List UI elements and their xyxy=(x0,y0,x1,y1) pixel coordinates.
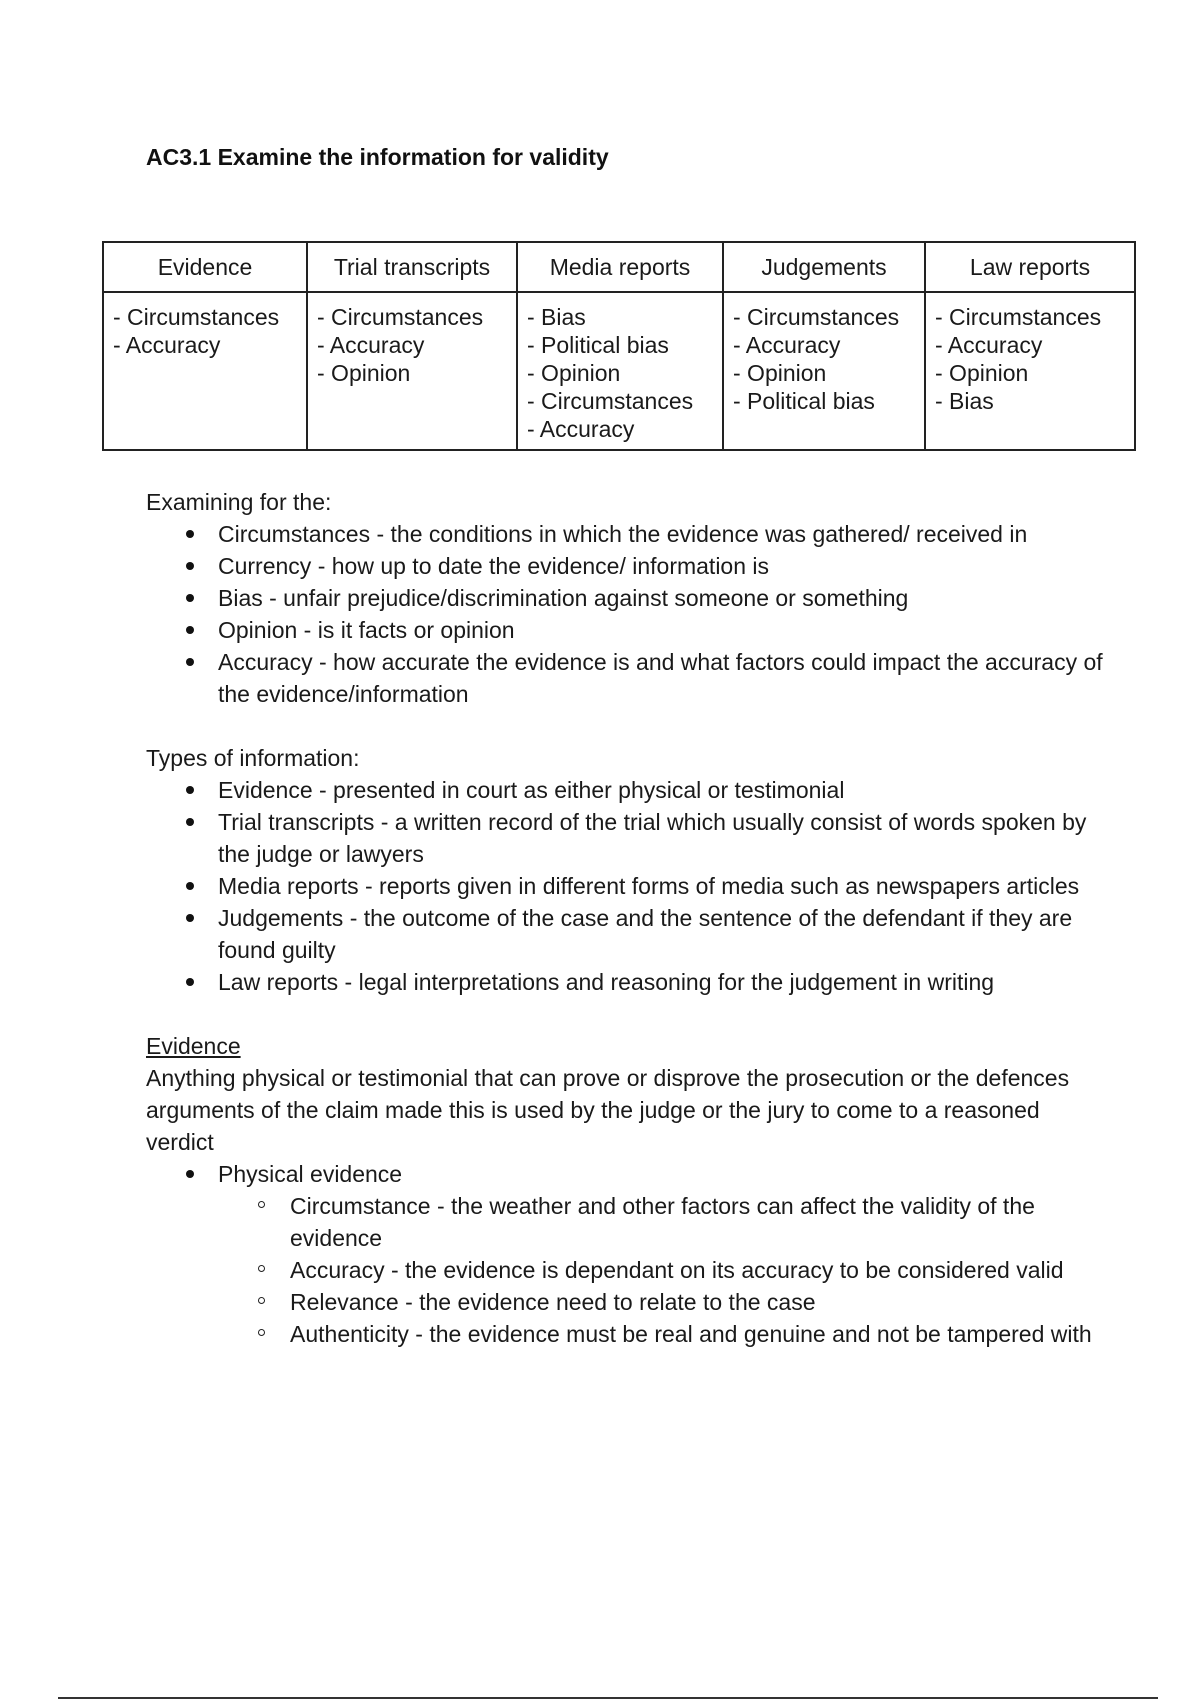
list-item: Circumstances - the conditions in which the evidence was gathered/ received in xyxy=(146,518,1106,550)
cell-evidence xyxy=(103,292,307,450)
cell-item: - Circumstances xyxy=(317,304,484,330)
list-item: Evidence - presented in court as either physical or testimonial xyxy=(146,774,1106,806)
cell-item: - Accuracy xyxy=(733,332,841,358)
table-row xyxy=(103,292,1135,450)
list-item: Judgements - the outcome of the case and the sentence of the defendant if they are found guilty xyxy=(146,902,1106,966)
list-item: Bias - unfair prejudice/discrimination against someone or something xyxy=(146,582,1106,614)
examining-heading: Examining for the: xyxy=(146,489,332,515)
sub-list-item: Relevance - the evidence need to relate to the case xyxy=(146,1286,1106,1318)
cell-item: - Circumstances xyxy=(935,304,1102,330)
cell-trial-transcripts xyxy=(307,292,517,450)
cell-item: - Opinion xyxy=(733,360,827,386)
cell-item: - Opinion xyxy=(935,360,1029,386)
list-item: Opinion - is it facts or opinion xyxy=(146,614,1106,646)
cell-judgements xyxy=(723,292,925,450)
cell-item: - Bias xyxy=(935,388,994,414)
page-title: AC3.1 Examine the information for validity xyxy=(146,144,609,170)
cell-item: - Political bias xyxy=(527,332,669,358)
header-media-reports: Media reports xyxy=(517,242,723,292)
cell-item: - Circumstances xyxy=(113,304,280,330)
sub-list-item: Circumstance - the weather and other factors can affect the validity of the evidence xyxy=(146,1190,1106,1254)
cell-item: - Accuracy xyxy=(527,416,635,442)
header-law-reports: Law reports xyxy=(925,242,1135,292)
document-body xyxy=(146,486,1106,1350)
sub-list-item: Authenticity - the evidence must be real and genuine and not be tampered with xyxy=(146,1318,1106,1350)
header-evidence: Evidence xyxy=(103,242,307,292)
cell-item: - Accuracy xyxy=(935,332,1043,358)
list-item: Physical evidence xyxy=(146,1158,1106,1190)
cell-item: - Circumstances xyxy=(527,388,694,414)
information-types-table xyxy=(102,241,1136,451)
cell-law-reports xyxy=(925,292,1135,450)
header-judgements: Judgements xyxy=(723,242,925,292)
list-item: Trial transcripts - a written record of the trial which usually consist of words spoken by the judge or lawyers xyxy=(146,806,1106,870)
evidence-paragraph: Anything physical or testimonial that can prove or disprove the prosecution or the defences arguments of the claim made this is used by the judge or the jury to come to a reasoned verdict xyxy=(146,1065,1070,1155)
list-item: Accuracy - how accurate the evidence is and what factors could impact the accuracy of the evidence/information xyxy=(146,646,1106,710)
physical-evidence-sublist xyxy=(146,1190,1106,1350)
cell-item: - Political bias xyxy=(733,388,875,414)
list-item: Law reports - legal interpretations and reasoning for the judgement in writing xyxy=(146,966,1106,998)
evidence-heading: Evidence xyxy=(146,1033,241,1059)
cell-item: - Circumstances xyxy=(733,304,900,330)
header-trial-transcripts: Trial transcripts xyxy=(307,242,517,292)
types-list xyxy=(146,774,1106,998)
cell-item: - Opinion xyxy=(527,360,621,386)
footer-divider xyxy=(58,1697,1158,1699)
cell-item: - Bias xyxy=(527,304,586,330)
cell-item: - Accuracy xyxy=(113,332,221,358)
types-heading: Types of information: xyxy=(146,745,360,771)
sub-list-item: Accuracy - the evidence is dependant on its accuracy to be considered valid xyxy=(146,1254,1106,1286)
cell-item: - Opinion xyxy=(317,360,411,386)
table-header-row xyxy=(103,242,1135,292)
list-item: Media reports - reports given in different forms of media such as newspapers articles xyxy=(146,870,1106,902)
examining-list xyxy=(146,518,1106,710)
list-item: Currency - how up to date the evidence/ information is xyxy=(146,550,1106,582)
cell-item: - Accuracy xyxy=(317,332,425,358)
evidence-list xyxy=(146,1158,1106,1190)
cell-media-reports xyxy=(517,292,723,450)
